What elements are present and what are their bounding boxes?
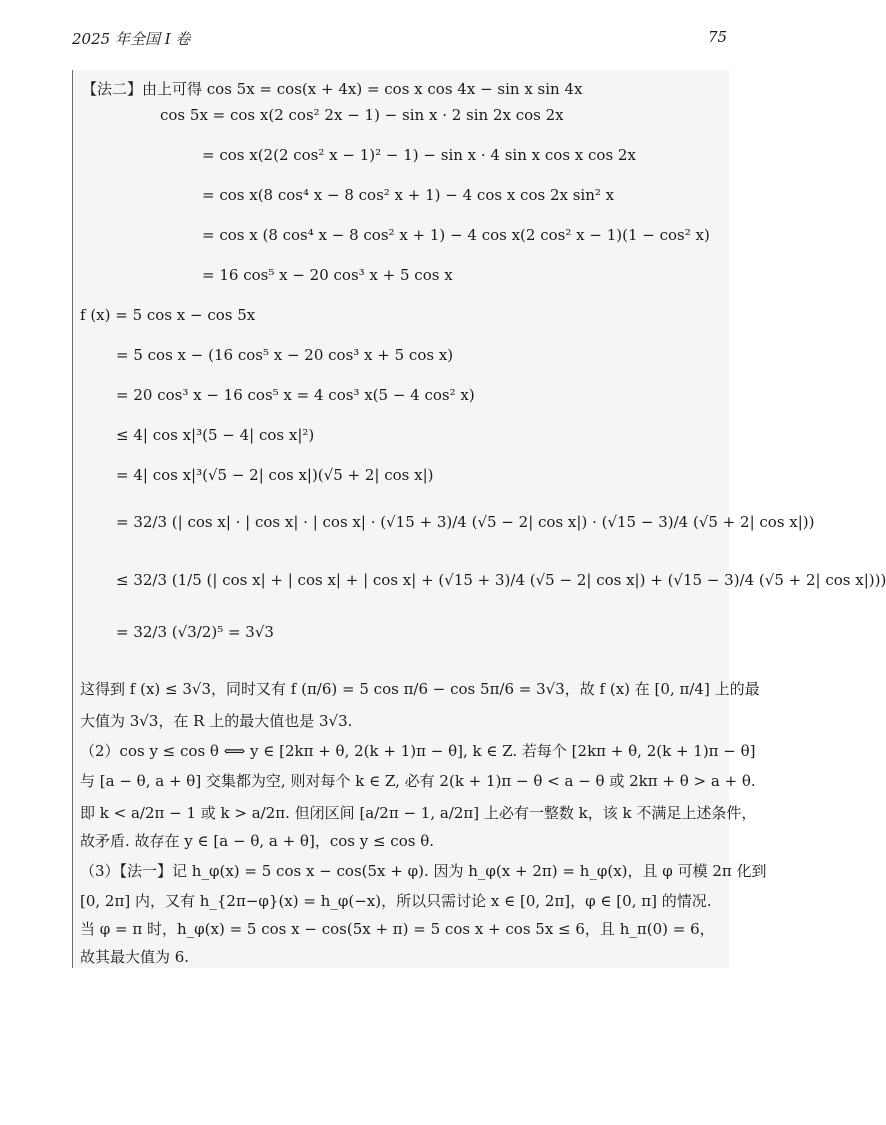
page-number: 75 [708,28,728,46]
line-text: = 32/3 (| cos x| · | cos x| · | cos x| · (√15 + 3)/4 (√5 − 2| cos x|) · (√15 − 3)/4 (√5 + 2| cos x|)) [116,513,815,531]
line-fx-8 [0,610,801,654]
line-expand-4 [0,220,801,250]
line-concl-1 [0,674,801,704]
line-p2-1 [0,736,801,766]
line-text: 大值为 3√3，在 R 上的最大值也是 3√3. [80,712,353,730]
page-header [0,28,801,52]
line-fx-2 [0,340,801,370]
line-p3-4 [0,942,801,972]
line-p2-2 [0,766,801,796]
line-text: f (x) = 5 cos x − cos 5x [80,306,256,324]
exam-title: 2025 年全国 I 卷 [72,30,191,48]
line-text: = cos x (8 cos⁴ x − 8 cos² x + 1) − 4 cos x(2 cos² x − 1)(1 − cos² x) [202,226,710,244]
line-p3-1 [0,856,801,886]
line-text: 故矛盾. 故存在 y ∈ [a − θ, a + θ]，cos y ≤ cos θ. [80,832,434,850]
line-fx-5 [0,460,801,490]
line-expand-3 [0,180,801,210]
line-text: = 32/3 (√3/2)⁵ = 3√3 [116,623,274,641]
line-text: = 20 cos³ x − 16 cos⁵ x = 4 cos³ x(5 − 4 cos² x) [116,386,475,404]
line-text: ≤ 4| cos x|³(5 − 4| cos x|²) [116,426,315,444]
line-text: 与 [a − θ, a + θ] 交集都为空, 则对每个 k ∈ Z, 必有 2(k + 1)π − θ < a − θ 或 2kπ + θ > a + θ. [80,772,756,790]
line-text: cos 5x = cos x(2 cos² 2x − 1) − sin x · 2 sin 2x cos 2x [160,106,564,124]
line-p2-4 [0,826,801,856]
line-text: = cos x(2(2 cos² x − 1)² − 1) − sin x · 4 sin x cos x cos 2x [202,146,636,164]
line-expand-5 [0,260,801,290]
line-fx-7 [0,558,886,602]
line-fx-3 [0,380,801,410]
line-text: = 16 cos⁵ x − 20 cos³ x + 5 cos x [202,266,453,284]
line-expand-2 [0,140,801,170]
line-fx-4 [0,420,801,450]
line-text: 【法二】由上可得 cos 5x = cos(x + 4x) = cos x cos 4x − sin x sin 4x [82,80,583,98]
line-text: = cos x(8 cos⁴ x − 8 cos² x + 1) − 4 cos x cos 2x sin² x [202,186,615,204]
line-concl-2 [0,706,801,736]
line-fx-6 [0,500,815,544]
line-fx-def [0,300,801,330]
line-text: （3）【法一】记 h_φ(x) = 5 cos x − cos(5x + φ). 因为 h_φ(x + 2π) = h_φ(x)，且 φ 可模 2π 化到 [80,862,767,880]
line-text: [0, 2π] 内，又有 h_{2π−φ}(x) = h_φ(−x)，所以只需讨论 x ∈ [0, 2π]，φ ∈ [0, π] 的情况. [80,892,712,910]
line-text: （2）cos y ≤ cos θ ⟺ y ∈ [2kπ + θ, 2(k + 1)π − θ], k ∈ Z. 若每个 [2kπ + θ, 2(k + 1)π − θ] [80,742,756,760]
line-text: 这得到 f (x) ≤ 3√3，同时又有 f (π/6) = 5 cos π/6 − cos 5π/6 = 3√3，故 f (x) 在 [0, π/4] 上的最 [80,680,760,698]
line-text: = 4| cos x|³(√5 − 2| cos x|)(√5 + 2| cos x|) [116,466,434,484]
line-expand-1 [0,100,801,130]
line-p3-2 [0,886,801,916]
line-text: 即 k < a/2π − 1 或 k > a/2π. 但闭区间 [a/2π − 1, a/2π] 上必有一整数 k，该 k 不满足上述条件， [80,804,757,822]
line-p3-3 [0,914,801,944]
line-text: ≤ 32/3 (1/5 (| cos x| + | cos x| + | cos x| + (√15 + 3)/4 (√5 − 2| cos x|) + (√15 − 3)/4 (√5 + 2| cos x|))) [116,571,886,589]
line-p2-3 [0,798,801,828]
line-text: 当 φ = π 时，h_φ(x) = 5 cos x − cos(5x + π) = 5 cos x + cos 5x ≤ 6，且 h_π(0) = 6， [80,920,715,938]
line-text: 故其最大值为 6. [80,948,190,966]
line-text: = 5 cos x − (16 cos⁵ x − 20 cos³ x + 5 cos x) [116,346,454,364]
